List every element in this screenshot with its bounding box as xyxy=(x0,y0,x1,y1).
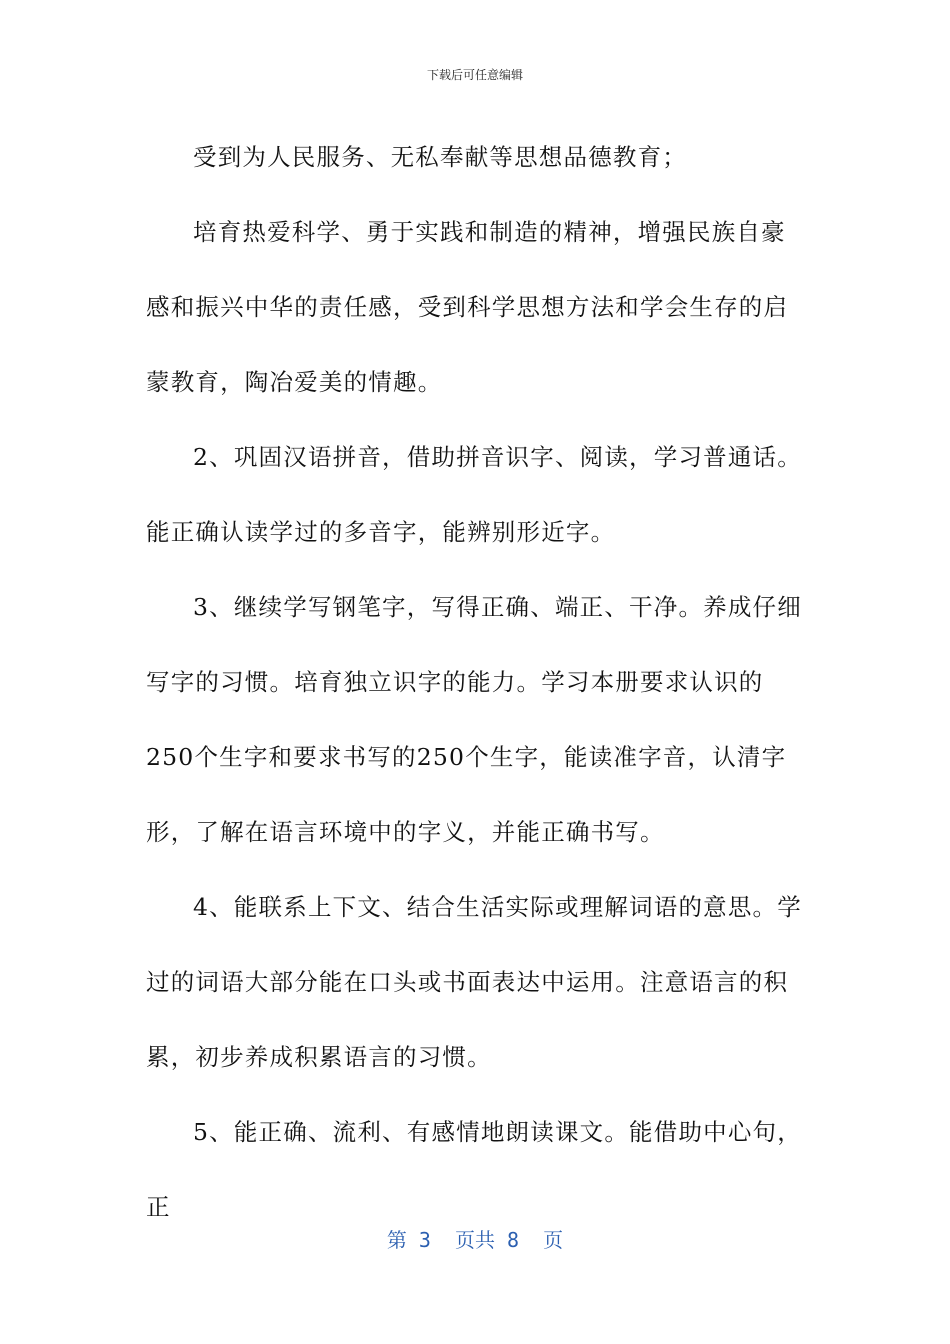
paragraph-3: 2、巩固汉语拼音，借助拼音识字、阅读，学习普通话。能正确认读学过的多音字，能辨别形近字。 xyxy=(146,443,802,546)
paragraph-4: 3、继续学写钢笔字，写得正确、端正、干净。养成仔细写字的习惯。培育独立识字的能力。学习本册要求认识的250个生字和要求书写的250个生字，能读准字音，认清字形，了解在语言环境中的字义，并能正确书写。 xyxy=(146,593,802,846)
page-header-note: 下载后可任意编辑 xyxy=(426,68,523,82)
page-number-footer: 第 3 页共 8 页 xyxy=(386,1228,564,1252)
paragraph-6: 5、能正确、流利、有感情地朗读课文。能借助中心句，正 xyxy=(146,1118,802,1221)
paragraph-2: 培育热爱科学、勇于实践和制造的精神，增强民族自豪感和振兴中华的责任感，受到科学思想方法和学会生存的启蒙教育，陶冶爱美的情趣。 xyxy=(146,218,789,396)
paragraph-5: 4、能联系上下文、结合生活实际或理解词语的意思。学过的词语大部分能在口头或书面表达中运用。注意语言的积累，初步养成积累语言的习惯。 xyxy=(146,893,802,1071)
paragraph-1: 受到为人民服务、无私奉献等思想品德教育； xyxy=(193,143,687,171)
document-body xyxy=(146,120,806,1245)
